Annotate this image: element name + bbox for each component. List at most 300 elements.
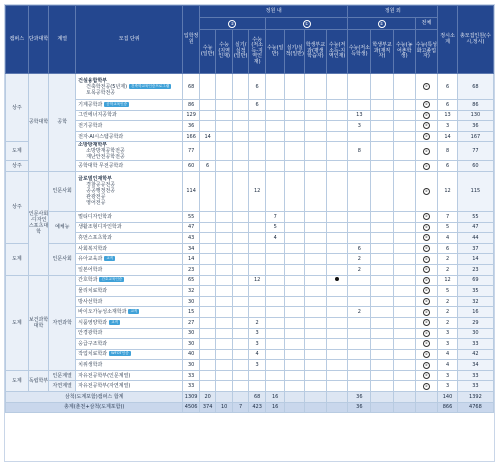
value-cell-c9 bbox=[348, 211, 371, 222]
value-cell-c12 bbox=[415, 339, 438, 350]
total-value: 30 bbox=[472, 330, 479, 337]
value-cell-c8 bbox=[326, 100, 348, 111]
value-cell-c12 bbox=[415, 110, 438, 121]
sum-value: 4506 bbox=[184, 404, 198, 411]
quota-value: 114 bbox=[186, 188, 196, 195]
circle-o-icon: ① bbox=[424, 299, 428, 304]
value-cell-c5 bbox=[265, 264, 285, 275]
grand-total-row-c11 bbox=[393, 402, 415, 413]
subtotal-row-c6 bbox=[285, 392, 305, 403]
value-cell-c7 bbox=[305, 339, 327, 350]
quota-value: 30 bbox=[187, 340, 195, 347]
table-row bbox=[6, 370, 494, 381]
value-cell-c12 bbox=[415, 100, 438, 111]
total-value: 36 bbox=[472, 122, 479, 129]
value-cell-c5 bbox=[265, 360, 285, 371]
value-cell-c8 bbox=[326, 243, 348, 254]
campus-cell bbox=[6, 370, 29, 391]
jeongsi-cell bbox=[438, 360, 458, 371]
subtotal-row-jeongsi bbox=[438, 392, 458, 403]
value-cell-c2 bbox=[216, 110, 233, 121]
value-cell-c9 bbox=[348, 275, 371, 286]
series-label: 인문계열 bbox=[52, 372, 72, 379]
value-cell-c3 bbox=[232, 131, 249, 142]
value-cell-c2 bbox=[216, 264, 233, 275]
value-cell-c2 bbox=[216, 339, 233, 350]
sum-value: 423 bbox=[252, 404, 262, 411]
grand-total-row-c8 bbox=[326, 402, 348, 413]
unit-subline: 재난안전공학전공 bbox=[86, 154, 125, 161]
value-cell-c4 bbox=[249, 286, 266, 297]
value-cell-c5 bbox=[265, 275, 285, 286]
jeongsi-cell bbox=[438, 142, 458, 161]
campus-cell bbox=[6, 74, 29, 142]
value-cell-c4 bbox=[249, 264, 266, 275]
value-cell-c7 bbox=[305, 131, 327, 142]
value-cell-c2 bbox=[216, 307, 233, 318]
table-row bbox=[6, 296, 494, 307]
value-cell-c5 bbox=[265, 286, 285, 297]
cell-value: 8 bbox=[357, 148, 361, 155]
total-value: 42 bbox=[472, 351, 479, 358]
grand-total-row-c5 bbox=[265, 402, 285, 413]
quota-cell bbox=[183, 243, 200, 254]
value-cell-c8 bbox=[326, 339, 348, 350]
unit-cell bbox=[76, 296, 183, 307]
value-cell-c6 bbox=[285, 339, 305, 350]
value-cell-c8 bbox=[326, 275, 348, 286]
quota-cell bbox=[183, 171, 200, 211]
unit-name: 안경광학과 bbox=[78, 330, 103, 337]
value-cell-c4 bbox=[249, 121, 266, 132]
value-cell-c6 bbox=[285, 142, 305, 161]
value-cell-c11 bbox=[393, 161, 415, 172]
quota-value: 27 bbox=[187, 319, 195, 326]
value-cell-c4 bbox=[249, 233, 266, 244]
jeongsi-cell bbox=[438, 131, 458, 142]
value-cell-c8 bbox=[326, 171, 348, 211]
value-cell-c12 bbox=[415, 296, 438, 307]
quota-value: 30 bbox=[187, 330, 195, 337]
value-cell-c8 bbox=[326, 110, 348, 121]
value-cell-c1 bbox=[199, 264, 216, 275]
unit-name: 사회복지학과 bbox=[78, 245, 108, 252]
value-cell-c9 bbox=[348, 121, 371, 132]
header-quota: 입학정원 bbox=[183, 6, 200, 74]
value-cell-c12 bbox=[415, 171, 438, 211]
value-cell-c3 bbox=[232, 243, 249, 254]
circle-badge-icon: ① bbox=[378, 20, 386, 28]
unit-cell bbox=[76, 243, 183, 254]
series-cell bbox=[49, 211, 76, 243]
value-cell-c5 bbox=[265, 161, 285, 172]
sum-value: 36 bbox=[356, 393, 363, 400]
series-cell bbox=[49, 243, 76, 275]
unit-cell bbox=[76, 222, 183, 233]
table-row bbox=[6, 317, 494, 328]
quota-cell bbox=[183, 381, 200, 392]
header-c9: 수능(저소득학생) bbox=[348, 30, 371, 74]
unit-name: 바이오가능성소재학과 bbox=[78, 309, 127, 316]
unit-name: 생활조형디자인학과 bbox=[78, 224, 122, 231]
value-cell-c8 bbox=[326, 328, 348, 339]
jeongsi-cell bbox=[438, 381, 458, 392]
value-cell-c2 bbox=[216, 211, 233, 222]
value-cell-c4 bbox=[249, 110, 266, 121]
unit-cell bbox=[76, 233, 183, 244]
header-c11: 수능(농어촌학생) bbox=[393, 30, 415, 74]
value-cell-c10 bbox=[371, 222, 394, 233]
value-cell-c5 bbox=[265, 243, 285, 254]
value-cell-c1 bbox=[199, 222, 216, 233]
value-cell-c12 bbox=[415, 275, 438, 286]
jeongsi-value: 2 bbox=[445, 298, 450, 305]
value-cell-c6 bbox=[285, 131, 305, 142]
total-value: 32 bbox=[472, 298, 479, 305]
unit-cell bbox=[76, 211, 183, 222]
unit-name: 유아교육과 bbox=[78, 256, 103, 263]
jeongsi-value: 8 bbox=[445, 148, 450, 155]
unit-subline: 공공행정전공 bbox=[86, 188, 116, 195]
value-cell-c9 bbox=[348, 296, 371, 307]
cell-value: 3 bbox=[255, 330, 259, 337]
jeongsi-cell bbox=[438, 317, 458, 328]
jeongsi-value: 12 bbox=[444, 277, 451, 284]
jeongsi-value: 3 bbox=[445, 383, 450, 390]
value-cell-c4 bbox=[249, 381, 266, 392]
circle-o-icon: ① bbox=[424, 163, 428, 168]
jeongsi-cell bbox=[438, 370, 458, 381]
value-cell-c4 bbox=[249, 254, 266, 265]
total-cell bbox=[457, 233, 493, 244]
value-cell-c3 bbox=[232, 142, 249, 161]
value-cell-c5 bbox=[265, 100, 285, 111]
value-cell-c10 bbox=[371, 110, 394, 121]
quota-value: 129 bbox=[186, 112, 196, 119]
value-cell-c9 bbox=[348, 110, 371, 121]
value-cell-c3 bbox=[232, 100, 249, 111]
jeongsi-cell bbox=[438, 171, 458, 211]
value-cell-c2 bbox=[216, 243, 233, 254]
cell-value: 3 bbox=[255, 362, 259, 369]
header-out-all: 전체 bbox=[415, 18, 438, 30]
value-cell-c10 bbox=[371, 121, 394, 132]
total-value: 47 bbox=[472, 224, 479, 231]
value-cell-c11 bbox=[393, 264, 415, 275]
table-row bbox=[6, 161, 494, 172]
value-cell-c10 bbox=[371, 275, 394, 286]
unit-subline: 경찰공공전공 bbox=[86, 182, 116, 189]
total-cell bbox=[457, 142, 493, 161]
value-cell-c4 bbox=[249, 243, 266, 254]
value-cell-c7 bbox=[305, 296, 327, 307]
unit-subline: 토목공학전공 bbox=[86, 89, 116, 96]
value-cell-c1 bbox=[199, 339, 216, 350]
value-cell-c3 bbox=[232, 296, 249, 307]
unit-cell bbox=[76, 370, 183, 381]
header-c4: 수능(저소득-지역인재) bbox=[249, 30, 266, 74]
value-cell-c1 bbox=[199, 328, 216, 339]
value-cell-c11 bbox=[393, 233, 415, 244]
cell-value: 14 bbox=[204, 133, 211, 140]
quota-value: 33 bbox=[187, 372, 195, 379]
quota-cell bbox=[183, 360, 200, 371]
value-cell-c5 bbox=[265, 171, 285, 211]
value-cell-c5 bbox=[265, 381, 285, 392]
value-cell-c10 bbox=[371, 317, 394, 328]
unit-cell bbox=[76, 328, 183, 339]
circle-o-icon: ① bbox=[424, 214, 428, 219]
value-cell-c3 bbox=[232, 370, 249, 381]
unit-name: 그린에너지공학과 bbox=[78, 112, 117, 119]
cell-value: 12 bbox=[253, 188, 261, 195]
jeongsi-cell bbox=[438, 307, 458, 318]
total-value: 167 bbox=[470, 133, 481, 140]
subtotal-row-c12 bbox=[415, 392, 438, 403]
value-cell-c10 bbox=[371, 370, 394, 381]
value-cell-c9 bbox=[348, 233, 371, 244]
jeongsi-value: 14 bbox=[444, 133, 451, 140]
quota-cell bbox=[183, 121, 200, 132]
value-cell-c4 bbox=[249, 317, 266, 328]
value-cell-c1 bbox=[199, 275, 216, 286]
value-cell-c7 bbox=[305, 121, 327, 132]
value-cell-c12 bbox=[415, 161, 438, 172]
circle-o-icon: ① bbox=[424, 84, 428, 88]
grand-total-row-label-text: 총계(춘천+삼척(도계포함)) bbox=[64, 404, 125, 411]
unit-name: 일본어학과 bbox=[78, 266, 103, 273]
value-cell-c9 bbox=[348, 370, 371, 381]
value-cell-c5 bbox=[265, 110, 285, 121]
college-cell bbox=[28, 370, 49, 391]
unit-name: 멀티디자인학과 bbox=[78, 213, 112, 220]
value-cell-c2 bbox=[216, 296, 233, 307]
circle-o-icon: ① bbox=[424, 373, 428, 378]
unit-cell bbox=[76, 360, 183, 371]
value-cell-c1 bbox=[199, 233, 216, 244]
total-value: 115 bbox=[470, 188, 481, 195]
subtotal-row-label bbox=[6, 392, 183, 403]
value-cell-c8 bbox=[326, 121, 348, 132]
campus-cell bbox=[6, 142, 29, 161]
circle-o-icon: ① bbox=[424, 134, 428, 139]
value-cell-c3 bbox=[232, 233, 249, 244]
value-cell-c7 bbox=[305, 328, 327, 339]
jeongsi-cell bbox=[438, 243, 458, 254]
jeongsi-value: 4 bbox=[445, 351, 450, 358]
quota-cell bbox=[183, 339, 200, 350]
value-cell-c12 bbox=[415, 381, 438, 392]
value-cell-c11 bbox=[393, 360, 415, 371]
jeongsi-value: 12 bbox=[444, 188, 451, 195]
header-c5: 수능(일반) bbox=[265, 30, 285, 74]
table-row bbox=[6, 131, 494, 142]
value-cell-c8 bbox=[326, 296, 348, 307]
circle-o-icon: ① bbox=[424, 112, 428, 117]
value-cell-c6 bbox=[285, 211, 305, 222]
value-cell-c3 bbox=[232, 317, 249, 328]
value-cell-c2 bbox=[216, 74, 233, 100]
value-cell-c5 bbox=[265, 222, 285, 233]
value-cell-c3 bbox=[232, 349, 249, 360]
value-cell-c4 bbox=[249, 275, 266, 286]
subtotal-row-c3 bbox=[232, 392, 249, 403]
total-value: 130 bbox=[470, 112, 481, 119]
campus-cell bbox=[6, 171, 29, 243]
value-cell-c6 bbox=[285, 222, 305, 233]
subtotal-row-c7 bbox=[305, 392, 327, 403]
header-c3: 실기/실적(일반) bbox=[232, 30, 249, 74]
value-cell-c11 bbox=[393, 275, 415, 286]
value-cell-c8 bbox=[326, 317, 348, 328]
unit-name: 전기공학과 bbox=[78, 122, 103, 129]
quota-value: 60 bbox=[187, 163, 195, 170]
total-cell bbox=[457, 243, 493, 254]
value-cell-c1 bbox=[199, 121, 216, 132]
value-cell-c7 bbox=[305, 317, 327, 328]
value-cell-c6 bbox=[285, 254, 305, 265]
table-row bbox=[6, 254, 494, 265]
value-cell-c4 bbox=[249, 74, 266, 100]
subtotal-row-c4 bbox=[249, 392, 266, 403]
quota-value: 43 bbox=[187, 234, 195, 241]
value-cell-c6 bbox=[285, 275, 305, 286]
sum-value: 68 bbox=[253, 393, 261, 400]
value-cell-c12 bbox=[415, 233, 438, 244]
table-row bbox=[6, 243, 494, 254]
value-cell-c7 bbox=[305, 161, 327, 172]
value-cell-c11 bbox=[393, 381, 415, 392]
value-cell-c7 bbox=[305, 233, 327, 244]
jeongsi-cell bbox=[438, 74, 458, 100]
value-cell-c7 bbox=[305, 142, 327, 161]
grand-total-row-jeongsi bbox=[438, 402, 458, 413]
value-cell-c1 bbox=[199, 161, 216, 172]
value-cell-c5 bbox=[265, 74, 285, 100]
quota-value: 15 bbox=[187, 309, 195, 316]
total-value: 33 bbox=[472, 340, 479, 347]
value-cell-c11 bbox=[393, 370, 415, 381]
value-cell-c8 bbox=[326, 307, 348, 318]
value-cell-c9 bbox=[348, 100, 371, 111]
unit-subline: 관광전공 bbox=[86, 194, 106, 201]
circle-o-icon: ① bbox=[424, 246, 428, 251]
subtotal-row-c8 bbox=[326, 392, 348, 403]
unit-name: 작업치료학과 bbox=[78, 351, 108, 358]
series-label: 자연과학 bbox=[52, 319, 72, 326]
college-label: 공학대학 bbox=[28, 119, 49, 126]
subtotal-row-quota bbox=[183, 392, 200, 403]
quota-value: 86 bbox=[187, 101, 195, 108]
value-cell-c3 bbox=[232, 328, 249, 339]
value-cell-c8 bbox=[326, 264, 348, 275]
jeongsi-value: 13 bbox=[444, 112, 451, 119]
value-cell-c11 bbox=[393, 296, 415, 307]
value-cell-c4 bbox=[249, 370, 266, 381]
total-cell bbox=[457, 275, 493, 286]
value-cell-c1 bbox=[199, 243, 216, 254]
value-cell-c11 bbox=[393, 171, 415, 211]
value-cell-c4 bbox=[249, 360, 266, 371]
series-cell bbox=[49, 74, 76, 172]
total-value: 16 bbox=[472, 309, 479, 316]
grand-total-row-c4 bbox=[249, 402, 266, 413]
unit-cell bbox=[76, 264, 183, 275]
unit-cell bbox=[76, 254, 183, 265]
value-cell-c10 bbox=[371, 339, 394, 350]
quota-cell bbox=[183, 317, 200, 328]
value-cell-c8 bbox=[326, 74, 348, 100]
value-cell-c9 bbox=[348, 243, 371, 254]
header-jeongsi: 정시소계 bbox=[438, 6, 458, 74]
value-cell-c2 bbox=[216, 100, 233, 111]
unit-name: 식품영양학과 bbox=[78, 319, 108, 326]
value-cell-c11 bbox=[393, 100, 415, 111]
value-cell-c9 bbox=[348, 381, 371, 392]
value-cell-c12 bbox=[415, 328, 438, 339]
total-cell bbox=[457, 370, 493, 381]
circle-badge-icon: ① bbox=[303, 20, 311, 28]
value-cell-c3 bbox=[232, 264, 249, 275]
jeongsi-value: 4 bbox=[445, 234, 450, 241]
value-cell-c8 bbox=[326, 142, 348, 161]
total-value: 77 bbox=[472, 148, 479, 155]
value-cell-c8 bbox=[326, 349, 348, 360]
value-cell-c1 bbox=[199, 317, 216, 328]
header-in-group-1 bbox=[199, 18, 265, 30]
value-cell-c4 bbox=[249, 131, 266, 142]
value-cell-c2 bbox=[216, 286, 233, 297]
value-cell-c1 bbox=[199, 296, 216, 307]
total-value: 33 bbox=[472, 383, 479, 390]
jeongsi-cell bbox=[438, 110, 458, 121]
value-cell-c12 bbox=[415, 286, 438, 297]
cell-value: 6 bbox=[357, 245, 361, 252]
subtotal-row-c5 bbox=[265, 392, 285, 403]
circle-o-icon: ① bbox=[424, 351, 428, 356]
unit-cell bbox=[76, 381, 183, 392]
value-cell-c6 bbox=[285, 233, 305, 244]
unit-cell bbox=[76, 161, 183, 172]
circle-o-icon: ① bbox=[424, 102, 428, 107]
value-cell-c1 bbox=[199, 349, 216, 360]
value-cell-c8 bbox=[326, 254, 348, 265]
jeongsi-cell bbox=[438, 211, 458, 222]
total-cell bbox=[457, 264, 493, 275]
header-c8: 수능(저소득-지역인재) bbox=[326, 30, 348, 74]
value-cell-c5 bbox=[265, 254, 285, 265]
value-cell-c12 bbox=[415, 211, 438, 222]
value-cell-c9 bbox=[348, 349, 371, 360]
grand-total-row-label bbox=[6, 402, 183, 413]
grand-total-row-c3 bbox=[232, 402, 249, 413]
cell-value: 3 bbox=[255, 340, 259, 347]
quota-cell bbox=[183, 131, 200, 142]
jeongsi-value: 6 bbox=[445, 245, 450, 252]
sum-value: 36 bbox=[356, 404, 363, 411]
total-cell bbox=[457, 254, 493, 265]
value-cell-c4 bbox=[249, 211, 266, 222]
value-cell-c6 bbox=[285, 121, 305, 132]
value-cell-c5 bbox=[265, 211, 285, 222]
value-cell-c3 bbox=[232, 360, 249, 371]
jeongsi-cell bbox=[438, 264, 458, 275]
value-cell-c6 bbox=[285, 317, 305, 328]
value-cell-c2 bbox=[216, 370, 233, 381]
value-cell-c12 bbox=[415, 360, 438, 371]
total-value: 35 bbox=[472, 287, 479, 294]
value-cell-c7 bbox=[305, 286, 327, 297]
